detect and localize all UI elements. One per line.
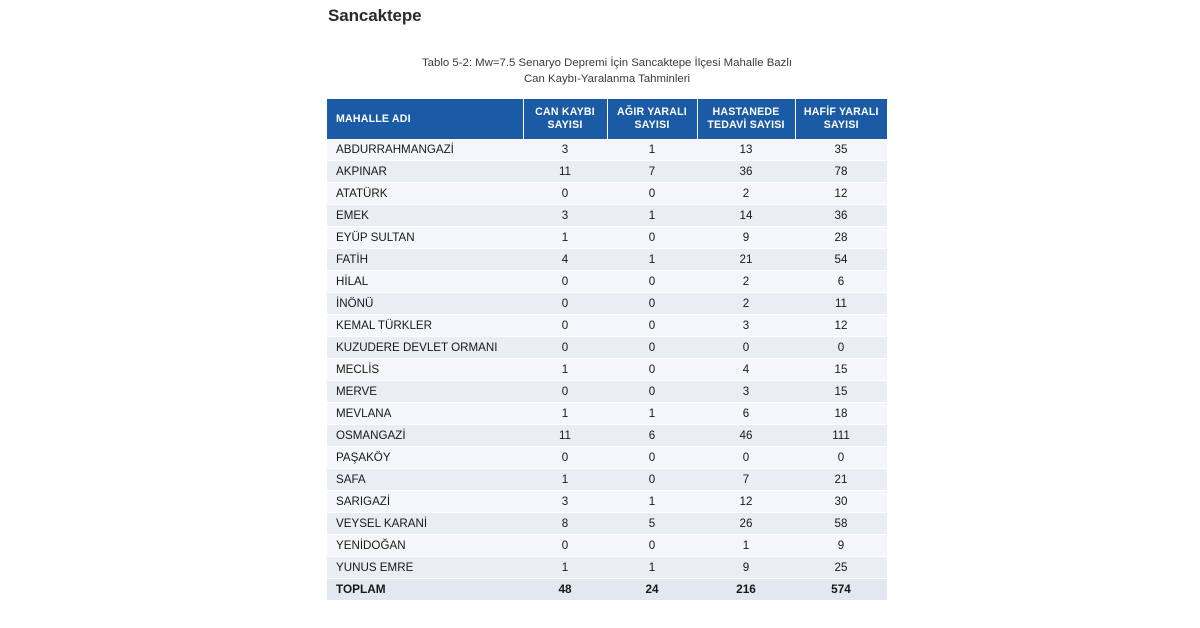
cell-agir-yarali: 0 [607, 337, 697, 359]
cell-hafif-yarali: 35 [795, 139, 887, 161]
cell-hafif-yarali: 111 [795, 425, 887, 447]
cell-agir-yarali: 0 [607, 227, 697, 249]
cell-agir-yarali: 0 [607, 183, 697, 205]
cell-hafif-yarali: 11 [795, 293, 887, 315]
cell-hastanede-tedavi: 2 [697, 293, 795, 315]
table-header-row [327, 99, 887, 139]
column-header-line: SAYISI [823, 119, 859, 131]
cell-can-kaybi: 0 [523, 293, 607, 315]
cell-hastanede-tedavi: 26 [697, 513, 795, 535]
cell-hafif-yarali: 25 [795, 557, 887, 579]
cell-can-kaybi: 3 [523, 139, 607, 161]
cell-hafif-yarali: 54 [795, 249, 887, 271]
cell-hafif-yarali: 12 [795, 183, 887, 205]
mahalle-casualty-table [327, 99, 887, 600]
cell-hafif-yarali: 15 [795, 381, 887, 403]
cell-mahalle-adi: EMEK [327, 205, 523, 227]
cell-mahalle-adi: HİLAL [327, 271, 523, 293]
column-header-agir-yarali-sayisi [607, 99, 697, 139]
cell-can-kaybi: 4 [523, 249, 607, 271]
table-row [327, 491, 887, 513]
table-row [327, 271, 887, 293]
cell-hafif-yarali: 18 [795, 403, 887, 425]
cell-can-kaybi: 11 [523, 425, 607, 447]
cell-hafif-yarali: 30 [795, 491, 887, 513]
cell-hastanede-tedavi: 2 [697, 271, 795, 293]
table-row [327, 161, 887, 183]
cell-mahalle-adi: VEYSEL KARANİ [327, 513, 523, 535]
cell-hafif-yarali: 21 [795, 469, 887, 491]
cell-hastanede-tedavi: 14 [697, 205, 795, 227]
cell-agir-yarali: 1 [607, 205, 697, 227]
cell-agir-yarali: 0 [607, 359, 697, 381]
cell-mahalle-adi: MERVE [327, 381, 523, 403]
cell-mahalle-adi: MEVLANA [327, 403, 523, 425]
cell-can-kaybi: 48 [523, 579, 607, 601]
column-header-hastanede-tedavi-sayisi [697, 99, 795, 139]
cell-can-kaybi: 0 [523, 315, 607, 337]
cell-hafif-yarali: 28 [795, 227, 887, 249]
cell-hafif-yarali: 0 [795, 337, 887, 359]
cell-can-kaybi: 1 [523, 403, 607, 425]
table-row [327, 513, 887, 535]
cell-agir-yarali: 0 [607, 315, 697, 337]
cell-agir-yarali: 0 [607, 469, 697, 491]
cell-agir-yarali: 1 [607, 491, 697, 513]
cell-hastanede-tedavi: 36 [697, 161, 795, 183]
cell-mahalle-adi: EYÜP SULTAN [327, 227, 523, 249]
column-header-line: AĞIR YARALI [617, 106, 687, 118]
cell-agir-yarali: 1 [607, 249, 697, 271]
table-row [327, 381, 887, 403]
table-row [327, 205, 887, 227]
table-row [327, 359, 887, 381]
cell-hastanede-tedavi: 13 [697, 139, 795, 161]
cell-mahalle-adi: TOPLAM [327, 579, 523, 601]
cell-mahalle-adi: KEMAL TÜRKLER [327, 315, 523, 337]
column-header-line: HAFİF YARALI [803, 106, 879, 118]
cell-hastanede-tedavi: 9 [697, 557, 795, 579]
cell-hastanede-tedavi: 6 [697, 403, 795, 425]
cell-agir-yarali: 1 [607, 557, 697, 579]
cell-can-kaybi: 0 [523, 271, 607, 293]
cell-hafif-yarali: 6 [795, 271, 887, 293]
column-header-line: SAYISI [547, 119, 583, 131]
cell-mahalle-adi: ABDURRAHMANGAZİ [327, 139, 523, 161]
table-row [327, 227, 887, 249]
table-header [327, 99, 887, 139]
cell-hastanede-tedavi: 0 [697, 447, 795, 469]
cell-mahalle-adi: KUZUDERE DEVLET ORMANI [327, 337, 523, 359]
cell-hastanede-tedavi: 4 [697, 359, 795, 381]
table-block [327, 55, 887, 600]
cell-can-kaybi: 0 [523, 535, 607, 557]
column-header-line: TEDAVİ SAYISI [707, 119, 785, 131]
table-row [327, 535, 887, 557]
cell-hastanede-tedavi: 3 [697, 315, 795, 337]
cell-can-kaybi: 0 [523, 183, 607, 205]
cell-agir-yarali: 1 [607, 139, 697, 161]
cell-mahalle-adi: OSMANGAZİ [327, 425, 523, 447]
table-row [327, 139, 887, 161]
cell-can-kaybi: 1 [523, 557, 607, 579]
column-header-line: CAN KAYBI [535, 106, 595, 118]
cell-can-kaybi: 0 [523, 337, 607, 359]
cell-agir-yarali: 0 [607, 271, 697, 293]
cell-mahalle-adi: ATATÜRK [327, 183, 523, 205]
table-row [327, 337, 887, 359]
cell-mahalle-adi: İNÖNÜ [327, 293, 523, 315]
cell-can-kaybi: 1 [523, 469, 607, 491]
page-title: Sancaktepe [328, 6, 422, 25]
cell-can-kaybi: 3 [523, 491, 607, 513]
cell-hastanede-tedavi: 46 [697, 425, 795, 447]
cell-hastanede-tedavi: 3 [697, 381, 795, 403]
table-row [327, 447, 887, 469]
cell-agir-yarali: 0 [607, 447, 697, 469]
cell-hastanede-tedavi: 21 [697, 249, 795, 271]
cell-agir-yarali: 0 [607, 535, 697, 557]
cell-hastanede-tedavi: 7 [697, 469, 795, 491]
cell-can-kaybi: 0 [523, 447, 607, 469]
column-header-line: SAYISI [634, 119, 670, 131]
column-header-hafif-yarali-sayisi [795, 99, 887, 139]
table-body [327, 139, 887, 600]
cell-hafif-yarali: 58 [795, 513, 887, 535]
cell-agir-yarali: 0 [607, 381, 697, 403]
table-row [327, 403, 887, 425]
cell-agir-yarali: 5 [607, 513, 697, 535]
cell-agir-yarali: 7 [607, 161, 697, 183]
table-row [327, 469, 887, 491]
cell-hastanede-tedavi: 2 [697, 183, 795, 205]
cell-hafif-yarali: 12 [795, 315, 887, 337]
cell-mahalle-adi: FATİH [327, 249, 523, 271]
column-header-line: HASTANEDE [712, 106, 780, 118]
cell-can-kaybi: 0 [523, 381, 607, 403]
cell-mahalle-adi: PAŞAKÖY [327, 447, 523, 469]
cell-can-kaybi: 1 [523, 227, 607, 249]
cell-hafif-yarali: 574 [795, 579, 887, 601]
cell-hafif-yarali: 9 [795, 535, 887, 557]
cell-mahalle-adi: YUNUS EMRE [327, 557, 523, 579]
cell-hastanede-tedavi: 1 [697, 535, 795, 557]
table-row [327, 183, 887, 205]
column-header-line: MAHALLE ADI [336, 112, 411, 125]
cell-mahalle-adi: SARIGAZİ [327, 491, 523, 513]
cell-mahalle-adi: YENİDOĞAN [327, 535, 523, 557]
cell-can-kaybi: 3 [523, 205, 607, 227]
table-row [327, 425, 887, 447]
table-row [327, 249, 887, 271]
column-header-mahalle-adi [327, 99, 523, 139]
cell-hafif-yarali: 36 [795, 205, 887, 227]
cell-agir-yarali: 1 [607, 403, 697, 425]
cell-hastanede-tedavi: 9 [697, 227, 795, 249]
cell-mahalle-adi: SAFA [327, 469, 523, 491]
cell-can-kaybi: 8 [523, 513, 607, 535]
cell-hastanede-tedavi: 12 [697, 491, 795, 513]
cell-can-kaybi: 11 [523, 161, 607, 183]
table-row [327, 315, 887, 337]
cell-agir-yarali: 6 [607, 425, 697, 447]
table-caption [327, 55, 887, 87]
cell-hafif-yarali: 15 [795, 359, 887, 381]
cell-hafif-yarali: 0 [795, 447, 887, 469]
cell-hafif-yarali: 78 [795, 161, 887, 183]
table-caption-line-2: Can Kaybı-Yaralanma Tahminleri [523, 73, 691, 85]
cell-can-kaybi: 1 [523, 359, 607, 381]
cell-agir-yarali: 0 [607, 293, 697, 315]
table-total-row [327, 579, 887, 601]
column-header-can-kaybi-sayisi [523, 99, 607, 139]
table-row [327, 293, 887, 315]
cell-hastanede-tedavi: 216 [697, 579, 795, 601]
table-caption-line-1: Tablo 5-2: Mw=7.5 Senaryo Depremi İçin Sancaktepe İlçesi Mahalle Bazlı [421, 57, 793, 69]
cell-agir-yarali: 24 [607, 579, 697, 601]
cell-mahalle-adi: MECLİS [327, 359, 523, 381]
table-row [327, 557, 887, 579]
cell-hastanede-tedavi: 0 [697, 337, 795, 359]
cell-mahalle-adi: AKPINAR [327, 161, 523, 183]
